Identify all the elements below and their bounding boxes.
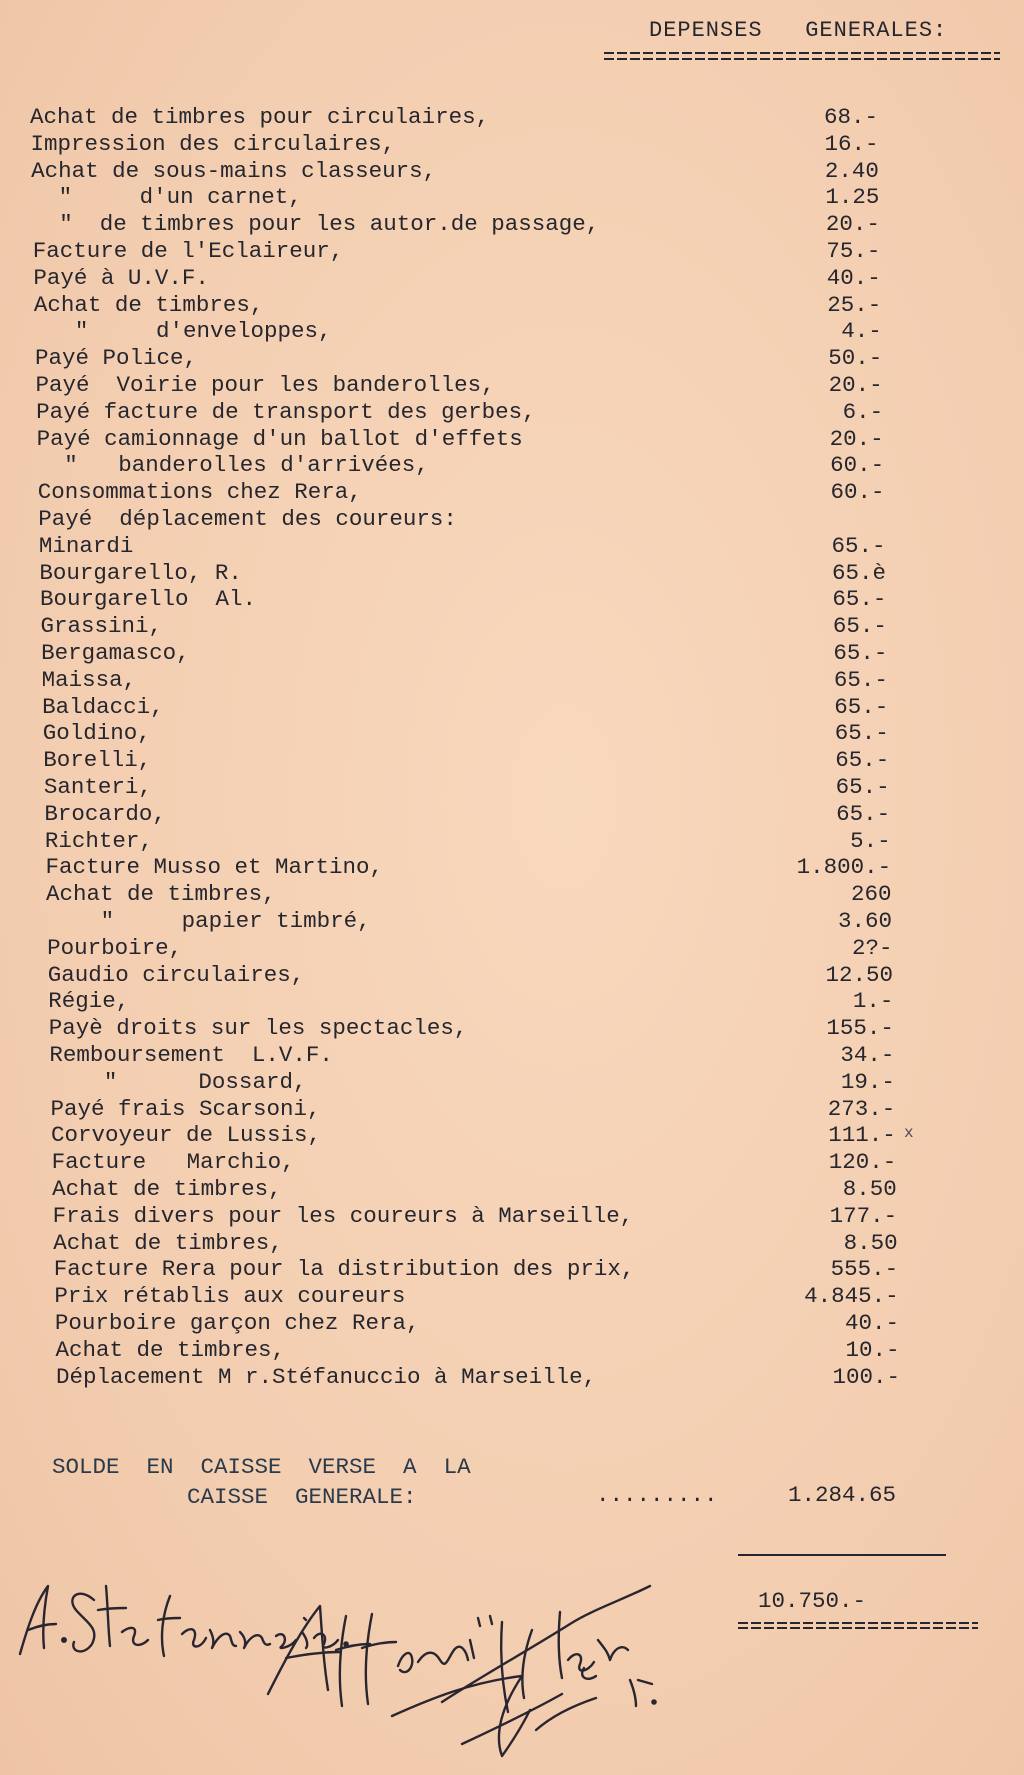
expense-label: Remboursement L.V.F. [49, 1042, 333, 1068]
expense-row [0, 506, 1024, 533]
expense-row [0, 854, 1024, 881]
expense-row [0, 1015, 1024, 1042]
expense-label: Minardi [38, 532, 134, 559]
expense-label: Achat de sous-mains classeurs, [31, 157, 437, 184]
expense-row [0, 935, 1024, 962]
expense-amount: 273.- [827, 1095, 896, 1122]
expense-amount: 60.- [830, 479, 885, 506]
expense-row [0, 1256, 1024, 1283]
expense-label: Payé frais Scarsoni, [50, 1095, 321, 1122]
expense-row [0, 640, 1024, 667]
expense-label: Payé déplacement des coureurs: [38, 506, 457, 532]
expense-label: Achat de timbres pour circulaires, [30, 104, 490, 130]
expense-amount: 25.- [827, 291, 882, 318]
expense-amount: 20.- [828, 372, 883, 398]
expense-row [0, 560, 1024, 587]
expense-label: Régie, [48, 988, 130, 1015]
expense-label: Consommations chez Rera, [37, 479, 362, 506]
expense-amount: 20.- [829, 425, 884, 452]
expense-label: " papier timbré, [46, 908, 371, 934]
expense-label: Déplacement M r.Stéfanuccio à Marseille, [56, 1363, 597, 1390]
expense-row [0, 1122, 1024, 1149]
expense-row [0, 318, 1024, 345]
expense-row [0, 238, 1024, 265]
expense-row [0, 426, 1024, 453]
expense-label: Payé facture de transport des gerbes, [36, 398, 536, 425]
expense-amount: 1.800.- [796, 854, 892, 881]
expense-amount: 5.- [850, 827, 891, 854]
expense-row [0, 1042, 1024, 1069]
expense-label: Prix rétablis aux coureurs [54, 1283, 406, 1310]
expense-row [0, 1096, 1024, 1123]
expense-row [0, 292, 1024, 319]
expense-row [0, 452, 1024, 479]
expense-amount: 8.50 [842, 1176, 897, 1202]
expense-row [0, 533, 1024, 560]
expense-label: " de timbres pour les autor.de passage, [32, 211, 600, 238]
expense-row [0, 345, 1024, 372]
balance-amount: 1.284.65 [787, 1482, 896, 1508]
expense-label: Facture Musso et Martino, [45, 854, 384, 881]
expense-amount: 65.- [835, 774, 890, 800]
expense-amount: 68.- [823, 104, 878, 130]
expense-amount: 155.- [826, 1015, 894, 1042]
balance-leader: ......... [596, 1482, 718, 1508]
expense-label: Bourgarello Al. [39, 586, 256, 613]
expense-amount: 100.- [832, 1363, 900, 1390]
expense-row [0, 881, 1024, 908]
expense-label: Goldino, [42, 720, 151, 747]
total-amount: 10.750.- [758, 1588, 867, 1614]
expense-row [0, 1310, 1024, 1337]
expense-amount: 120.- [828, 1149, 897, 1176]
expense-amount: 65.- [833, 640, 888, 666]
expense-row [0, 1364, 1024, 1391]
expense-amount: 1.- [852, 988, 894, 1015]
expense-label: Pourboire garçon chez Rera, [54, 1310, 420, 1336]
expense-label: Facture Rera pour la distribution des prix, [53, 1256, 635, 1283]
expense-label: Achat de timbres, [46, 881, 276, 908]
expense-amount: 10.- [845, 1336, 900, 1363]
expense-label: Facture de l'Eclaireur, [32, 238, 344, 264]
expense-row [0, 1337, 1024, 1364]
expense-label: Impression des circulaires, [30, 130, 396, 157]
expense-label: Bourgarello, R. [39, 559, 242, 586]
expense-row [0, 184, 1024, 211]
expense-label: " banderolles d'arrivées, [37, 452, 429, 479]
balance-label: SOLDE EN CAISSE VERSE A LA CAISSE GENERALE: [52, 1454, 471, 1510]
expense-amount: 1.25 [825, 184, 880, 211]
expense-row [0, 1203, 1024, 1230]
expense-label: Corvoyeur de Lussis, [51, 1122, 322, 1149]
expense-label: Borelli, [43, 747, 152, 774]
expense-amount: 65.- [834, 693, 889, 720]
expense-amount: 2.40 [824, 157, 879, 184]
expense-label: Achat de timbres, [33, 291, 264, 318]
expense-row [0, 720, 1024, 747]
expense-amount: 3.60 [838, 908, 893, 934]
expense-row [0, 828, 1024, 855]
expense-amount: 60.- [830, 452, 885, 479]
expense-row [0, 265, 1024, 292]
expense-label: " d'enveloppes, [34, 318, 332, 345]
expense-amount: 65.- [833, 666, 888, 693]
expense-row [0, 158, 1024, 185]
expense-amount: 2?- [851, 934, 893, 961]
expense-label: Baldacci, [42, 693, 164, 720]
expense-amount: 65.- [831, 532, 886, 559]
expense-row [0, 801, 1024, 828]
expense-row [0, 104, 1024, 131]
expense-label: Richter, [44, 827, 153, 854]
expense-amount: 4.845.- [804, 1283, 899, 1310]
expense-label: Payé Police, [34, 345, 197, 372]
expense-label: Santeri, [43, 774, 152, 800]
expense-label: Achat de timbres, [53, 1229, 283, 1256]
expense-row [0, 613, 1024, 640]
expense-amount: 111.- [828, 1122, 896, 1149]
expense-row [0, 1283, 1024, 1310]
expense-row [0, 962, 1024, 989]
expense-row [0, 1069, 1024, 1096]
expense-amount: 260 [851, 881, 892, 908]
expense-label: Pourboire, [47, 934, 183, 961]
expense-row [0, 399, 1024, 426]
expense-amount: 8.50 [843, 1229, 898, 1256]
expense-row [0, 747, 1024, 774]
expense-amount: 65.- [836, 800, 891, 827]
expense-label: Frais divers pour les coureurs à Marseille, [52, 1202, 634, 1229]
expense-amount: 65.- [832, 586, 887, 613]
expense-amount: 6.- [842, 398, 884, 425]
expense-row [0, 1176, 1024, 1203]
expense-amount: 40.- [826, 264, 881, 291]
expense-row [0, 1149, 1024, 1176]
expense-row [0, 694, 1024, 721]
expense-row [0, 372, 1024, 399]
total-rule [738, 1554, 946, 1556]
expense-amount: 34.- [840, 1042, 895, 1068]
total-double-underline [738, 1622, 978, 1630]
expense-amount: 16.- [824, 130, 879, 157]
expense-label: Gaudio circulaires, [47, 961, 305, 988]
expense-row [0, 667, 1024, 694]
expense-amount: 4.- [841, 318, 882, 345]
expense-row [0, 908, 1024, 935]
expense-amount: 65.- [834, 720, 889, 747]
expense-label: Grassini, [40, 613, 163, 640]
expense-label: Achat de timbres, [55, 1336, 285, 1363]
expense-amount: 177.- [829, 1202, 898, 1229]
expense-amount: 65.- [832, 613, 887, 640]
expense-row [0, 988, 1024, 1015]
margin-mark: x [904, 1124, 914, 1142]
expense-row [0, 131, 1024, 158]
expense-row [0, 586, 1024, 613]
expense-row [0, 211, 1024, 238]
expense-label: Payé à U.V.F. [33, 264, 209, 291]
document-title: DEPENSES GENERALES: [649, 18, 948, 43]
expense-amount: 75.- [826, 238, 881, 264]
expense-label: Facture Marchio, [51, 1149, 295, 1176]
expense-label: Bergamasco, [41, 640, 190, 666]
expense-label: Brocardo, [44, 800, 166, 827]
expense-row [0, 479, 1024, 506]
expense-label: Payè droits sur les spectacles, [48, 1015, 468, 1042]
expense-label: Payé camionnage d'un ballot d'effets [36, 425, 523, 452]
expense-label: " d'un carnet, [31, 184, 302, 211]
expense-amount: 20.- [825, 211, 880, 238]
expense-amount: 40.- [845, 1310, 900, 1336]
expense-row [0, 774, 1024, 801]
signature-affrom [262, 1566, 662, 1766]
expense-amount: 555.- [830, 1256, 899, 1283]
expense-label: Maissa, [41, 666, 137, 693]
expense-amount: 65.- [835, 747, 890, 774]
expense-amount: 12.50 [825, 961, 893, 988]
expense-amount: 65.è [831, 559, 886, 586]
expense-label: Payé Voirie pour les banderolles, [35, 372, 495, 398]
expense-row [0, 1230, 1024, 1257]
expense-label: Achat de timbres, [52, 1176, 282, 1202]
expense-label: " Dossard, [49, 1068, 307, 1095]
expense-amount: 50.- [828, 345, 883, 372]
expense-amount: 19.- [840, 1068, 895, 1095]
